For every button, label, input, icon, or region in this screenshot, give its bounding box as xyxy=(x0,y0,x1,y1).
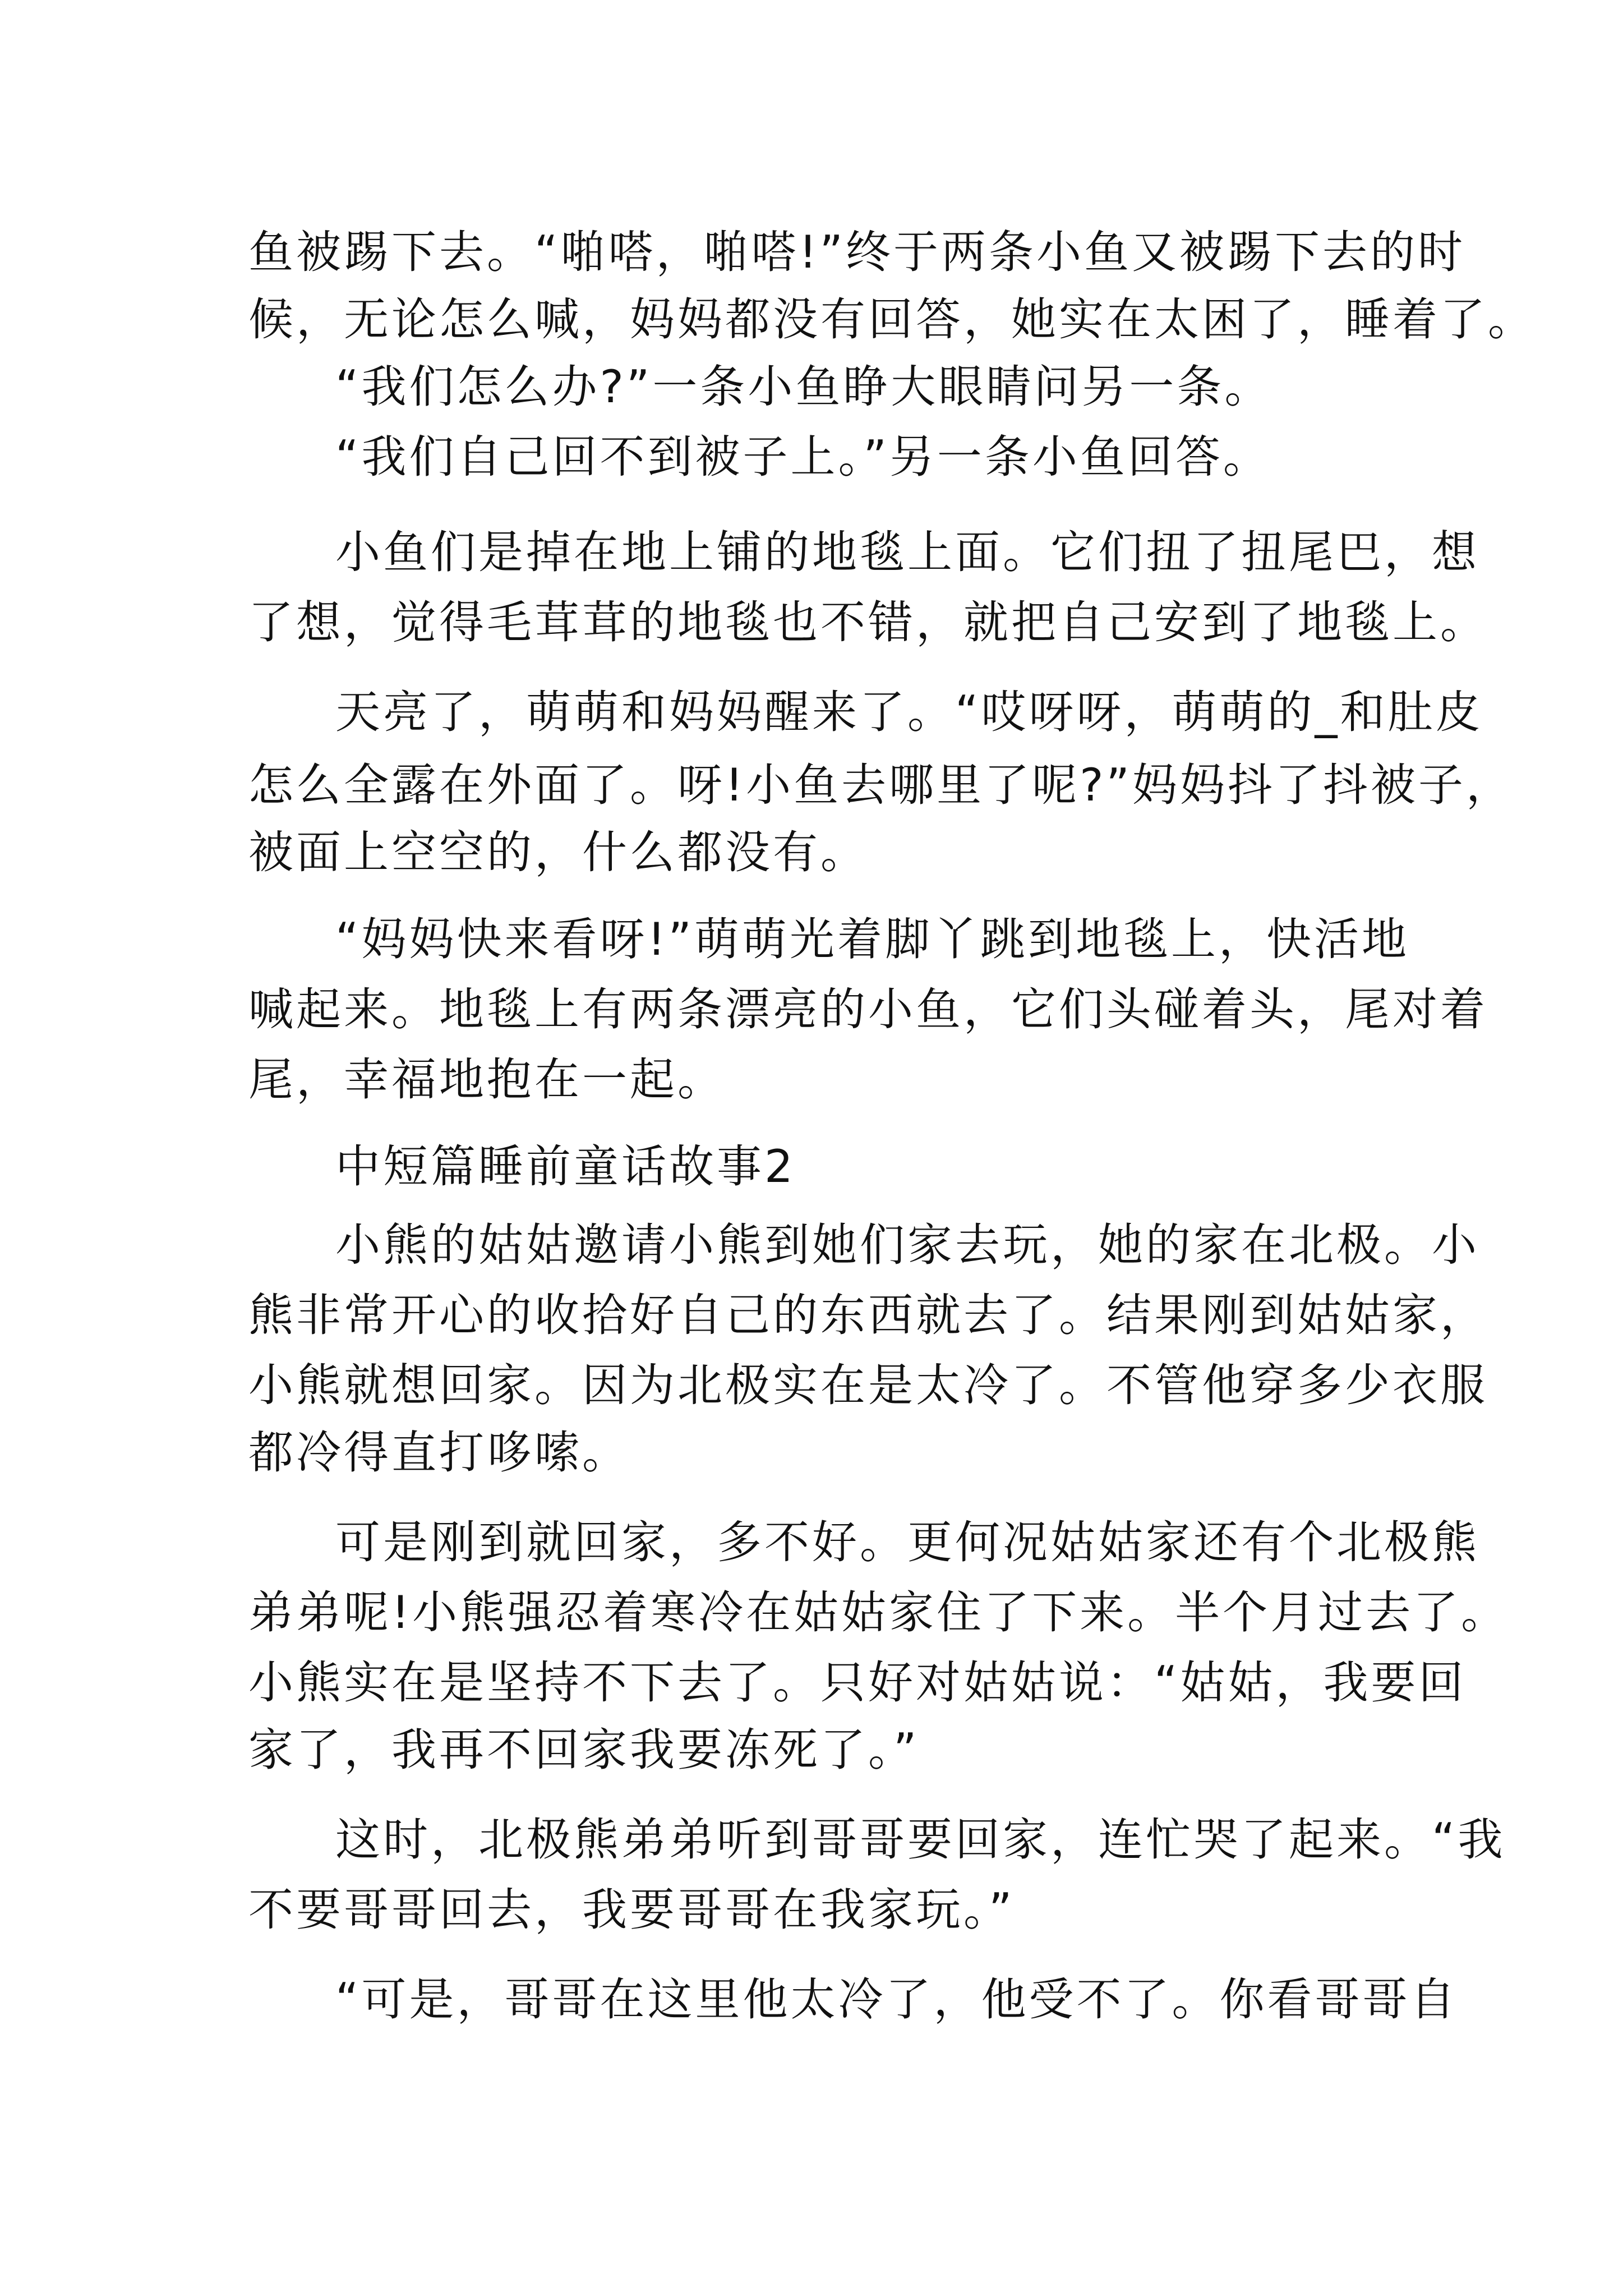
text-line: 可是刚到就回家，多不好。更何况姑姑家还有个北极熊 xyxy=(335,1516,1479,1568)
text-line: 怎么全露在外面了。呀!小鱼去哪里了呢?”妈妈抖了抖被子， xyxy=(248,759,1514,811)
text-line: 不要哥哥回去，我要哥哥在我家玩。” xyxy=(248,1884,1015,1936)
text-line: 熊非常开心的收拾好自己的东西就去了。结果刚到姑姑家， xyxy=(248,1289,1488,1341)
section-heading: 中短篇睡前童话故事2 xyxy=(335,1140,796,1193)
text-line: 喊起来。地毯上有两条漂亮的小鱼，它们头碰着头，尾对着 xyxy=(248,983,1488,1036)
text-line: 弟弟呢!小熊强忍着寒冷在姑姑家住了下来。半个月过去了。 xyxy=(248,1586,1509,1639)
text-line: 家了，我再不回家我要冻死了。” xyxy=(248,1724,920,1776)
text-line: 小鱼们是掉在地上铺的地毯上面。它们扭了扭尾巴，想 xyxy=(335,526,1479,578)
text-line: 小熊就想回家。因为北极实在是太冷了。不管他穿多少衣服 xyxy=(248,1359,1488,1411)
text-line: 天亮了，萌萌和妈妈醒来了。“哎呀呀，萌萌的_和肚皮 xyxy=(335,686,1483,738)
text-line: 被面上空空的，什么都没有。 xyxy=(248,826,868,878)
text-line: “妈妈快来看呀!”萌萌光着脚丫跳到地毯上，快活地 xyxy=(335,913,1409,965)
text-line: 了想，觉得毛茸茸的地毯也不错，就把自己安到了地毯上。 xyxy=(248,596,1488,648)
text-line: 尾，幸福地抱在一起。 xyxy=(248,1053,725,1106)
text-line: 这时，北极熊弟弟听到哥哥要回家，连忙哭了起来。“我 xyxy=(335,1814,1506,1866)
text-line: 小熊的姑姑邀请小熊到她们家去玩，她的家在北极。小 xyxy=(335,1219,1479,1271)
text-line: 候，无论怎么喊，妈妈都没有回答，她实在太困了，睡着了。 xyxy=(248,293,1536,346)
text-line: 鱼被踢下去。“啪嗒，啪嗒!”终于两条小鱼又被踢下去的时 xyxy=(248,226,1465,278)
text-line: 小熊实在是坚持不下去了。只好对姑姑说：“姑姑，我要回 xyxy=(248,1657,1467,1709)
text-line: “可是，哥哥在这里他太冷了，他受不了。你看哥哥自 xyxy=(335,1973,1458,2026)
text-line: “我们怎么办?”一条小鱼睁大眼睛问另一条。 xyxy=(335,361,1272,413)
text-line: 都冷得直打哆嗦。 xyxy=(248,1427,630,1479)
text-line: “我们自己回不到被子上。”另一条小鱼回答。 xyxy=(335,431,1271,483)
